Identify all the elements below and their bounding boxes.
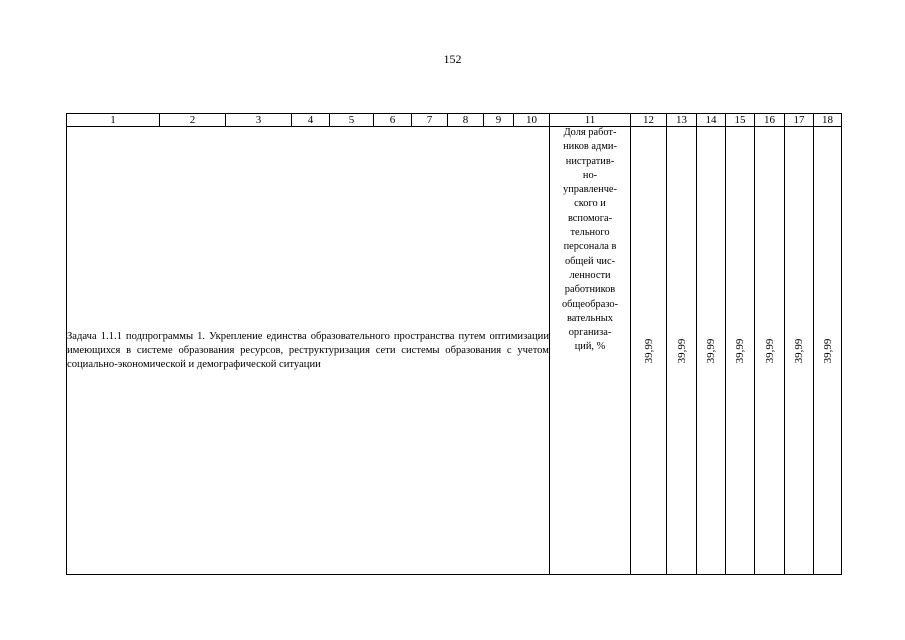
header-cell: 8 [448,114,484,127]
header-cell: 12 [631,114,667,127]
indicator-line: ского и [574,198,606,210]
task-description: Задача 1.1.1 подпрограммы 1. Укрепление единства образовательного пространства путем оптимизации имеющихся в системе образования ресурсов, реструктуризация сети системы образования с учетом социально-экономической и демографической ситуации [67,127,550,575]
indicator-line: ленности [569,269,611,281]
header-cell: 1 [67,114,160,127]
indicator-line: нистратив- [565,155,615,167]
indicator-value: 39,99 [734,338,746,363]
value-cell [785,127,814,575]
header-cell: 10 [514,114,550,127]
indicator-value: 39,99 [763,338,776,363]
table-row [67,127,842,575]
value-cell [697,127,726,575]
indicator-line: ников адми- [563,141,617,153]
indicator-value: 39,99 [705,338,717,363]
indicator-line: управленче- [563,184,617,196]
indicator-line: персонала в [563,241,617,253]
header-cell: 14 [697,114,726,127]
value-cell [755,127,785,575]
indicator-line: ций, % [574,341,606,353]
indicators-table [66,113,842,575]
header-cell: 9 [484,114,514,127]
indicator-value: 39,99 [793,338,805,363]
indicator-line: но- [582,169,598,181]
indicator-line: вспомога- [567,212,613,224]
indicator-name [550,127,631,575]
value-cell [726,127,755,575]
header-cell: 2 [160,114,226,127]
header-cell: 15 [726,114,755,127]
indicator-line: общей чис- [564,255,616,267]
page-number: 152 [443,52,462,66]
indicator-line: тельного [570,227,610,239]
header-cell: 5 [330,114,374,127]
header-cell: 11 [550,114,631,127]
header-cell: 13 [667,114,697,127]
value-cell [631,127,667,575]
indicator-value: 39,99 [642,338,655,363]
header-cell: 3 [226,114,292,127]
header-row [67,114,842,127]
indicator-line: общеобразо- [561,298,619,310]
value-cell [814,127,842,575]
indicator-line: работников [564,284,616,296]
indicator-value: 39,99 [675,338,688,363]
value-cell [667,127,697,575]
header-cell: 17 [785,114,814,127]
indicator-line: вательных [567,312,613,324]
header-cell: 7 [412,114,448,127]
indicator-line: Доля работ- [563,127,617,138]
indicator-line: организа- [568,327,612,339]
indicator-value: 39,99 [821,338,834,363]
header-cell: 4 [292,114,330,127]
header-cell: 18 [814,114,842,127]
header-cell: 16 [755,114,785,127]
header-cell: 6 [374,114,412,127]
